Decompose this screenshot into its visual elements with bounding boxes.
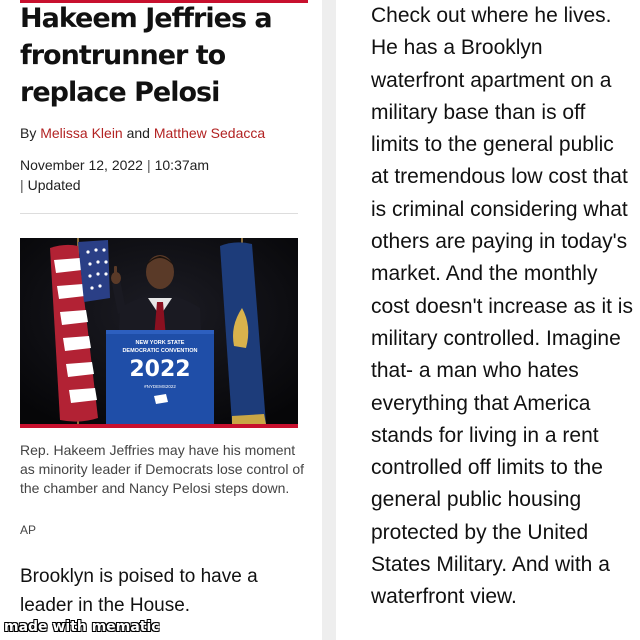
photo-caption: Rep. Hakeem Jeffries may have his moment as minority leader if Democrats lose control of the chamber and Nancy Pelosi steps down. xyxy=(20,442,304,496)
byline-prefix: By xyxy=(20,125,37,141)
publish-date: November 12, 2022 xyxy=(20,157,143,173)
comment-text: Check out where he lives. He has a Brooklyn waterfront apartment on a military base than is off limits to the general public at tremendous low cost that is criminal considering what others are paying in today's market. And the monthly cost doesn't increase as it is military controlled. Imagine that- a man who hates everything that America stands for living in a rent controlled off limits to the general public housing protected by the United States Military. And with a waterfront view. xyxy=(371,4,633,609)
dateline: November 12, 2022 | 10:37am | Updated xyxy=(20,157,210,193)
author-link-2[interactable]: Matthew Sedacca xyxy=(153,125,266,141)
mematic-watermark: made with mematic xyxy=(4,619,160,635)
byline xyxy=(20,125,265,141)
photo-bottom-rule xyxy=(20,424,298,428)
podium-line1: NEW YORK STATE xyxy=(135,340,185,346)
photo-illustration xyxy=(20,238,298,424)
article-headline: Hakeem Jeffries a frontrunner to replace Pelosi xyxy=(20,3,272,108)
divider-line xyxy=(20,213,298,214)
article-photo[interactable] xyxy=(20,238,298,424)
podium-hashtag: #NYDEMS2022 xyxy=(144,384,176,389)
photo-credit: AP xyxy=(20,523,37,537)
podium-year: 2022 xyxy=(129,357,191,382)
podium xyxy=(106,330,214,424)
byline-conjunction: and xyxy=(126,125,150,141)
publish-time: 10:37am xyxy=(154,157,210,173)
comment-panel xyxy=(336,0,640,640)
author-link-1[interactable]: Melissa Klein xyxy=(40,125,123,141)
article-body: Brooklyn is poised to have a leader in the House. xyxy=(20,566,258,616)
updated-label: Updated xyxy=(27,177,81,193)
panel-divider xyxy=(322,0,336,640)
podium-line2: DEMOCRATIC CONVENTION xyxy=(122,348,198,354)
